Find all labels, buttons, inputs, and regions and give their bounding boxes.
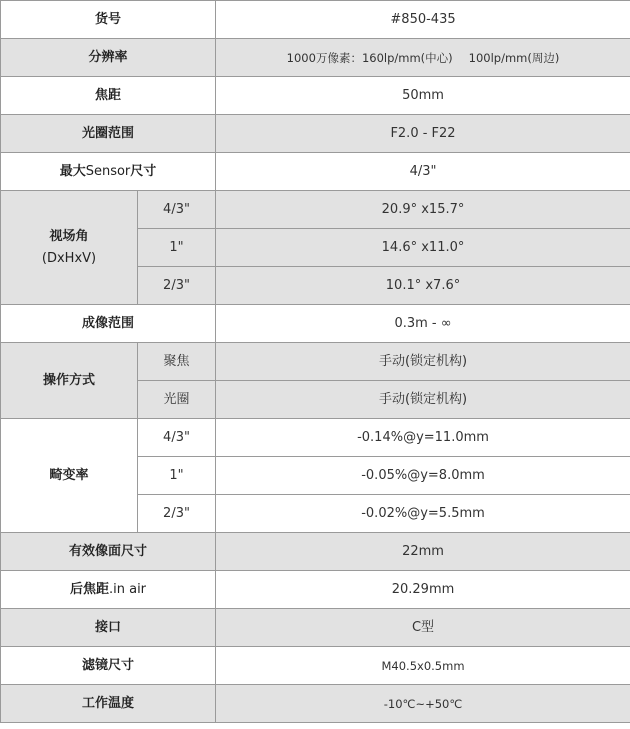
value-focal-length: 50mm (216, 77, 630, 115)
row-back-focal (1, 571, 630, 609)
row-distortion-1 (1, 419, 630, 457)
label-back-focal (1, 571, 216, 609)
distortion-size-2: 1" (138, 457, 216, 495)
value-model: #850-435 (216, 1, 630, 39)
label-imaging-range: 成像范围 (1, 305, 216, 343)
row-filter-size (1, 647, 630, 685)
fov-value-1: 20.9° x15.7° (216, 191, 630, 229)
distortion-size-1: 4/3" (138, 419, 216, 457)
fov-value-3: 10.1° x7.6° (216, 267, 630, 305)
value-effective-image: 22mm (216, 533, 630, 571)
row-max-sensor (1, 153, 630, 191)
row-resolution (1, 39, 630, 77)
label-mount: 接口 (1, 609, 216, 647)
label-temperature: 工作温度 (1, 685, 216, 723)
back-focal-label-part2: .in air (108, 581, 147, 597)
operation-name-1: 聚焦 (138, 343, 216, 381)
distortion-value-2: -0.05%@y=8.0mm (216, 457, 630, 495)
value-resolution (216, 39, 630, 77)
row-model (1, 1, 630, 39)
fov-label-line2: (DxHxV) (41, 250, 97, 266)
row-aperture (1, 115, 630, 153)
fov-label-line1: 视场角 (49, 228, 89, 244)
max-sensor-label-part2: Sensor (85, 163, 131, 179)
max-sensor-label-part3: 尺寸 (130, 163, 157, 179)
distortion-value-3: -0.02%@y=5.5mm (216, 495, 630, 533)
label-focal-length: 焦距 (1, 77, 216, 115)
label-aperture: 光圈范围 (1, 115, 216, 153)
value-imaging-range: 0.3m - ∞ (216, 305, 630, 343)
resolution-edge: 100lp/mm(周边) (468, 50, 560, 65)
label-resolution: 分辨率 (1, 39, 216, 77)
label-effective-image: 有效像面尺寸 (1, 533, 216, 571)
row-fov-1 (1, 191, 630, 229)
row-mount (1, 609, 630, 647)
row-effective-image (1, 533, 630, 571)
operation-name-2: 光圈 (138, 381, 216, 419)
back-focal-label-part1: 后焦距 (69, 581, 109, 597)
value-back-focal: 20.29mm (216, 571, 630, 609)
label-fov (1, 191, 138, 305)
label-model: 货号 (1, 1, 216, 39)
row-temperature (1, 685, 630, 723)
fov-size-2: 1" (138, 229, 216, 267)
operation-value-1: 手动(锁定机构) (216, 343, 630, 381)
value-max-sensor: 4/3" (216, 153, 630, 191)
operation-value-2: 手动(锁定机构) (216, 381, 630, 419)
value-temperature: -10℃~+50℃ (216, 685, 630, 723)
resolution-center: 1000万像素：160lp/mm(中心) (286, 50, 453, 65)
label-operation: 操作方式 (1, 343, 138, 419)
row-operation-1 (1, 343, 630, 381)
value-filter-size: M40.5x0.5mm (216, 647, 630, 685)
value-aperture: F2.0 - F22 (216, 115, 630, 153)
distortion-size-3: 2/3" (138, 495, 216, 533)
fov-size-1: 4/3" (138, 191, 216, 229)
fov-size-3: 2/3" (138, 267, 216, 305)
label-filter-size: 滤镜尺寸 (1, 647, 216, 685)
value-mount: C型 (216, 609, 630, 647)
fov-value-2: 14.6° x11.0° (216, 229, 630, 267)
label-distortion: 畸变率 (1, 419, 138, 533)
row-imaging-range (1, 305, 630, 343)
max-sensor-label-part1: 最大 (59, 163, 86, 179)
label-max-sensor (1, 153, 216, 191)
distortion-value-1: -0.14%@y=11.0mm (216, 419, 630, 457)
row-focal-length (1, 77, 630, 115)
